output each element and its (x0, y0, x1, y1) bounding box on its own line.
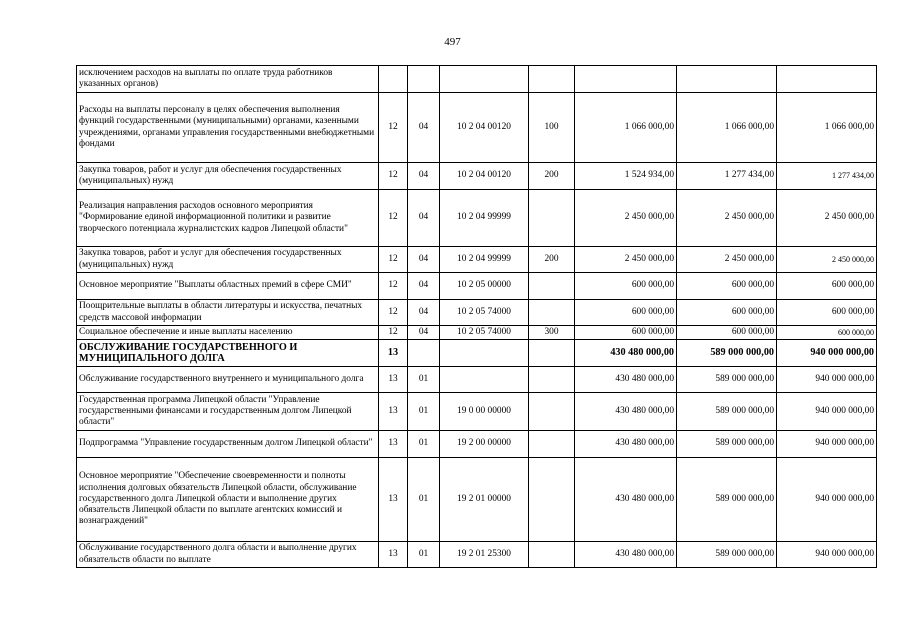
cell-csr (440, 66, 529, 93)
cell-a1: 430 480 000,00 (575, 431, 677, 458)
table-row (77, 300, 877, 326)
cell-csr: 10 2 05 74000 (440, 300, 529, 326)
cell-a3: 940 000 000,00 (777, 458, 877, 542)
cell-vr (529, 367, 575, 393)
cell-vr: 100 (529, 93, 575, 163)
table-row (77, 66, 877, 93)
cell-sub (408, 66, 440, 93)
cell-a3: 940 000 000,00 (777, 393, 877, 431)
cell-sub: 04 (408, 93, 440, 163)
cell-vr: 300 (529, 326, 575, 340)
table-row (77, 431, 877, 458)
cell-a3: 1 277 434,00 (777, 163, 877, 190)
cell-sub: 01 (408, 431, 440, 458)
cell-name: Закупка товаров, работ и услуг для обеспечения государственных (муниципальных) нужд (77, 247, 379, 273)
cell-csr (440, 340, 529, 367)
cell-a2: 600 000,00 (677, 300, 777, 326)
cell-a3: 600 000,00 (777, 273, 877, 300)
cell-name: Государственная программа Липецкой области "Управление государственными финансами и государственным долгом Липецкой области" (77, 393, 379, 431)
cell-a1: 600 000,00 (575, 300, 677, 326)
cell-name: Обслуживание государственного внутреннего и муниципального долга (77, 367, 379, 393)
cell-vr: 200 (529, 247, 575, 273)
cell-name: Подпрограмма "Управление государственным долгом Липецкой области" (77, 431, 379, 458)
cell-a2: 2 450 000,00 (677, 247, 777, 273)
cell-sub (408, 340, 440, 367)
cell-a1: 430 480 000,00 (575, 458, 677, 542)
cell-a3: 1 066 000,00 (777, 93, 877, 163)
cell-sec (379, 66, 408, 93)
cell-a3: 940 000 000,00 (777, 431, 877, 458)
cell-sub: 01 (408, 542, 440, 568)
cell-a1: 1 524 934,00 (575, 163, 677, 190)
cell-a3: 600 000,00 (777, 300, 877, 326)
cell-csr: 19 2 00 00000 (440, 431, 529, 458)
cell-a2: 2 450 000,00 (677, 190, 777, 247)
budget-table (76, 65, 877, 568)
cell-sub: 04 (408, 190, 440, 247)
table-row (77, 340, 877, 367)
cell-vr (529, 458, 575, 542)
cell-sec: 12 (379, 326, 408, 340)
cell-csr: 19 0 00 00000 (440, 393, 529, 431)
cell-sub: 01 (408, 367, 440, 393)
cell-vr (529, 300, 575, 326)
budget-table-body (77, 66, 877, 568)
cell-a1: 2 450 000,00 (575, 247, 677, 273)
cell-a1: 600 000,00 (575, 326, 677, 340)
cell-vr (529, 66, 575, 93)
cell-csr: 10 2 05 00000 (440, 273, 529, 300)
cell-sub: 04 (408, 326, 440, 340)
cell-a1: 430 480 000,00 (575, 542, 677, 568)
table-row (77, 247, 877, 273)
cell-csr: 10 2 05 74000 (440, 326, 529, 340)
cell-a1: 1 066 000,00 (575, 93, 677, 163)
cell-sec: 12 (379, 300, 408, 326)
cell-a1: 600 000,00 (575, 273, 677, 300)
cell-a3 (777, 66, 877, 93)
cell-sec: 13 (379, 393, 408, 431)
cell-a2: 589 000 000,00 (677, 431, 777, 458)
cell-sec: 13 (379, 458, 408, 542)
cell-name: Основное мероприятие "Обеспечение своевременности и полноты исполнения долговых обязательств Липецкой области, обслуживание государственного долга Липецкой области и выполнение других обязательств Липецкой области по выплате агентских комиссий и вознаграждений" (77, 458, 379, 542)
table-row (77, 190, 877, 247)
cell-a3: 940 000 000,00 (777, 542, 877, 568)
cell-a3: 600 000,00 (777, 326, 877, 340)
cell-name: Закупка товаров, работ и услуг для обеспечения государственных (муниципальных) нужд (77, 163, 379, 190)
cell-sec: 12 (379, 247, 408, 273)
cell-sec: 13 (379, 542, 408, 568)
cell-name: Основное мероприятие "Выплаты областных премий в сфере СМИ" (77, 273, 379, 300)
cell-name: Социальное обеспечение и иные выплаты населению (77, 326, 379, 340)
cell-sub: 04 (408, 273, 440, 300)
cell-sub: 04 (408, 247, 440, 273)
cell-a3: 940 000 000,00 (777, 367, 877, 393)
cell-sub: 01 (408, 458, 440, 542)
cell-csr (440, 367, 529, 393)
cell-vr (529, 393, 575, 431)
cell-a2: 589 000 000,00 (677, 458, 777, 542)
cell-a1: 2 450 000,00 (575, 190, 677, 247)
page-number: 497 (444, 36, 461, 48)
cell-sec: 12 (379, 93, 408, 163)
table-row (77, 458, 877, 542)
cell-sec: 12 (379, 190, 408, 247)
cell-a3: 2 450 000,00 (777, 190, 877, 247)
cell-sec: 12 (379, 163, 408, 190)
cell-a2: 1 066 000,00 (677, 93, 777, 163)
cell-vr (529, 431, 575, 458)
cell-a2: 589 000 000,00 (677, 393, 777, 431)
cell-vr (529, 542, 575, 568)
cell-sec: 12 (379, 273, 408, 300)
cell-vr (529, 340, 575, 367)
cell-csr: 19 2 01 00000 (440, 458, 529, 542)
table-row (77, 367, 877, 393)
cell-csr: 10 2 04 00120 (440, 163, 529, 190)
cell-a3: 2 450 000,00 (777, 247, 877, 273)
cell-name: Реализация направления расходов основного мероприятия "Формирование единой информационной политики и развитие творческого потенциала журналистских кадров Липецкой области" (77, 190, 379, 247)
cell-a1: 430 480 000,00 (575, 340, 677, 367)
cell-name: Обслуживание государственного долга области и выполнение других обязательств области по выплате (77, 542, 379, 568)
cell-a2 (677, 66, 777, 93)
cell-a1 (575, 66, 677, 93)
cell-a2: 600 000,00 (677, 326, 777, 340)
cell-a2: 589 000 000,00 (677, 542, 777, 568)
cell-name: Поощрительные выплаты в области литературы и искусства, печатных средств массовой информации (77, 300, 379, 326)
cell-a1: 430 480 000,00 (575, 393, 677, 431)
cell-sub: 01 (408, 393, 440, 431)
cell-a2: 600 000,00 (677, 273, 777, 300)
cell-csr: 10 2 04 99999 (440, 190, 529, 247)
cell-sec: 13 (379, 367, 408, 393)
cell-sub: 04 (408, 300, 440, 326)
table-row (77, 273, 877, 300)
cell-a3: 940 000 000,00 (777, 340, 877, 367)
cell-csr: 19 2 01 25300 (440, 542, 529, 568)
cell-sec: 13 (379, 340, 408, 367)
cell-name: Расходы на выплаты персоналу в целях обеспечения выполнения функций государственными (муниципальными) органами, казенными учреждениями, органами управления государственными внебюджетными фондами (77, 93, 379, 163)
cell-csr: 10 2 04 99999 (440, 247, 529, 273)
cell-a2: 589 000 000,00 (677, 340, 777, 367)
cell-vr: 200 (529, 163, 575, 190)
table-row (77, 393, 877, 431)
table-row (77, 542, 877, 568)
table-row (77, 163, 877, 190)
cell-name: ОБСЛУЖИВАНИЕ ГОСУДАРСТВЕННОГО И МУНИЦИПАЛЬНОГО ДОЛГА (77, 340, 379, 367)
cell-a1: 430 480 000,00 (575, 367, 677, 393)
cell-a2: 1 277 434,00 (677, 163, 777, 190)
cell-sec: 13 (379, 431, 408, 458)
cell-csr: 10 2 04 00120 (440, 93, 529, 163)
cell-sub: 04 (408, 163, 440, 190)
cell-vr (529, 273, 575, 300)
cell-name: исключением расходов на выплаты по оплате труда работников указанных органов) (77, 66, 379, 93)
table-row (77, 326, 877, 340)
cell-a2: 589 000 000,00 (677, 367, 777, 393)
table-row (77, 93, 877, 163)
cell-vr (529, 190, 575, 247)
